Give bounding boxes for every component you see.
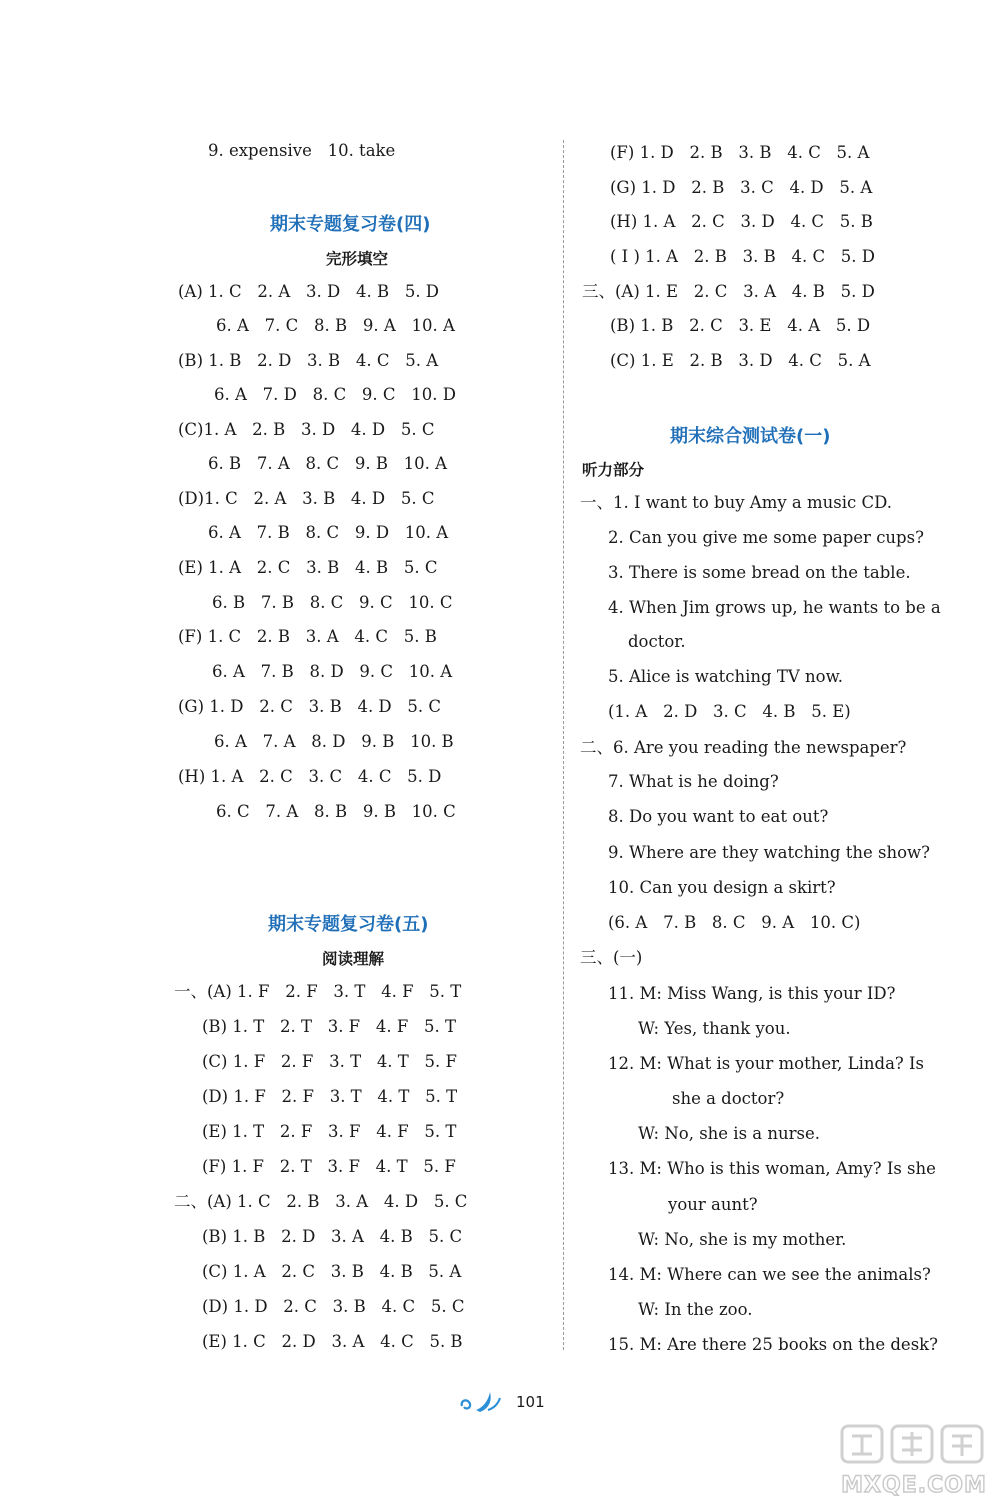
answer-line: 5. Alice is watching TV now. — [608, 667, 844, 686]
answer-line: 10. Can you design a skirt? — [608, 878, 836, 897]
answer-line: 4. When Jim grows up, he wants to be a — [608, 598, 941, 617]
answer-line: W: Yes, thank you. — [638, 1019, 791, 1038]
answer-line: (B) 1. T 2. T 3. F 4. F 5. T — [202, 1017, 457, 1036]
page-number: 101 — [516, 1393, 545, 1411]
answer-line: she a doctor? — [672, 1089, 785, 1108]
answer-line: 3. There is some bread on the table. — [608, 563, 911, 582]
answer-line: (C) 1. F 2. F 3. T 4. T 5. F — [202, 1052, 457, 1071]
answer-line: (E) 1. T 2. F 3. F 4. F 5. T — [202, 1122, 457, 1141]
publisher-logo-icon — [458, 1388, 506, 1414]
answer-line: (D)1. C 2. A 3. B 4. D 5. C — [178, 489, 435, 508]
answer-line: (C)1. A 2. B 3. D 4. D 5. C — [178, 420, 435, 439]
answer-line: (G) 1. D 2. B 3. C 4. D 5. A — [610, 178, 873, 197]
watermark-text: MXQE.COM — [841, 1473, 987, 1498]
answer-line: (F) 1. C 2. B 3. A 4. C 5. B — [178, 627, 437, 646]
answer-line: (H) 1. A 2. C 3. C 4. C 5. D — [178, 767, 442, 786]
answer-line: 7. What is he doing? — [608, 772, 779, 791]
answer-line: (D) 1. D 2. C 3. B 4. C 5. C — [202, 1297, 465, 1316]
answer-line: (E) 1. C 2. D 3. A 4. C 5. B — [202, 1332, 463, 1351]
answer-line: (B) 1. B 2. C 3. E 4. A 5. D — [610, 316, 871, 335]
answer-line: 一、1. I want to buy Amy a music CD. — [580, 493, 893, 512]
section-title: 期末专题复习卷(五) — [268, 914, 429, 935]
answer-line: (6. A 7. B 8. C 9. A 10. C) — [608, 913, 861, 932]
answer-line: (E) 1. A 2. C 3. B 4. B 5. C — [178, 558, 438, 577]
answer-line: (F) 1. D 2. B 3. B 4. C 5. A — [610, 143, 870, 162]
answer-line: 三、(一) — [580, 948, 643, 967]
answer-line: 一、(A) 1. F 2. F 3. T 4. F 5. T — [174, 982, 462, 1001]
answer-line: 6. A 7. A 8. D 9. B 10. B — [214, 732, 454, 751]
answer-line: 12. M: What is your mother, Linda? Is — [608, 1054, 924, 1073]
answer-line: your aunt? — [668, 1195, 758, 1214]
answer-line: 9. expensive 10. take — [208, 141, 396, 160]
answer-line: 2. Can you give me some paper cups? — [608, 528, 924, 547]
answer-line: (B) 1. B 2. D 3. A 4. B 5. C — [202, 1227, 463, 1246]
answer-line: 6. B 7. B 8. C 9. C 10. C — [212, 593, 453, 612]
answer-line: 6. C 7. A 8. B 9. B 10. C — [216, 802, 456, 821]
answer-line: (B) 1. B 2. D 3. B 4. C 5. A — [178, 351, 439, 370]
answer-line: W: No, she is a nurse. — [638, 1124, 820, 1143]
section-subtitle: 完形填空 — [326, 250, 389, 268]
answer-line: 6. A 7. D 8. C 9. C 10. D — [214, 385, 456, 404]
answer-line: 11. M: Miss Wang, is this your ID? — [608, 984, 896, 1003]
section-title: 期末综合测试卷(一) — [670, 426, 831, 447]
section-label: 听力部分 — [582, 461, 645, 479]
answer-line: 14. M: Where can we see the animals? — [608, 1265, 931, 1284]
answer-line: 6. A 7. B 8. D 9. C 10. A — [212, 662, 453, 681]
answer-line: (D) 1. F 2. F 3. T 4. T 5. T — [202, 1087, 458, 1106]
column-divider — [563, 140, 564, 1350]
answer-line: (A) 1. C 2. A 3. D 4. B 5. D — [178, 282, 440, 301]
answer-line: 6. B 7. A 8. C 9. B 10. A — [208, 454, 448, 473]
answer-line: ( I ) 1. A 2. B 3. B 4. C 5. D — [610, 247, 876, 266]
section-subtitle: 阅读理解 — [322, 950, 385, 968]
answer-line: doctor. — [628, 632, 686, 651]
answer-line: 6. A 7. B 8. C 9. D 10. A — [208, 523, 449, 542]
answer-line: 13. M: Who is this woman, Amy? Is she — [608, 1159, 936, 1178]
answer-line: (C) 1. E 2. B 3. D 4. C 5. A — [610, 351, 871, 370]
answer-line: (H) 1. A 2. C 3. D 4. C 5. B — [610, 212, 873, 231]
answer-line: (1. A 2. D 3. C 4. B 5. E) — [608, 702, 851, 721]
answer-line: (G) 1. D 2. C 3. B 4. D 5. C — [178, 697, 442, 716]
answer-line: 二、(A) 1. C 2. B 3. A 4. D 5. C — [174, 1192, 468, 1211]
answer-line: (F) 1. F 2. T 3. F 4. T 5. F — [202, 1157, 456, 1176]
answer-line: 6. A 7. C 8. B 9. A 10. A — [216, 316, 455, 335]
answer-line: 15. M: Are there 25 books on the desk? — [608, 1335, 939, 1354]
answer-line: 8. Do you want to eat out? — [608, 807, 829, 826]
answer-line: 三、(A) 1. E 2. C 3. A 4. B 5. D — [582, 282, 875, 301]
watermark-logo — [834, 1420, 994, 1504]
answer-line: 9. Where are they watching the show? — [608, 843, 930, 862]
answer-line: 二、6. Are you reading the newspaper? — [580, 738, 907, 757]
answer-line: W: No, she is my mother. — [638, 1230, 847, 1249]
answer-line: (C) 1. A 2. C 3. B 4. B 5. A — [202, 1262, 462, 1281]
answer-line: W: In the zoo. — [638, 1300, 753, 1319]
section-title: 期末专题复习卷(四) — [270, 214, 431, 235]
